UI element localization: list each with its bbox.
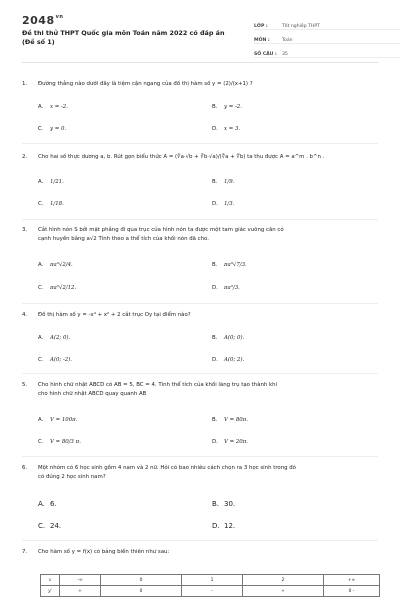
page-header (22, 0, 378, 63)
option-d[interactable]: D. πa³/3. (212, 285, 240, 291)
question-stem: Cho hai số thực dương a, b. Rút gọn biểu thức A = (∛a·√b + ∛b·√a)/(∜a + ∜b) ta thu được A = a^m . b^n . (38, 154, 325, 160)
question-4: 4. Đồ thị hàm số y = -x⁴ + x² + 2 cắt trục Oy tại điểm nào? (22, 311, 378, 320)
question-stem: Đồ thị hàm số y = -x⁴ + x² + 2 cắt trục Oy tại điểm nào? (38, 312, 191, 318)
exam-title: Đề thi thử THPT Quốc gia môn Toán năm 2022 có đáp án (Đề số 1) (22, 29, 225, 46)
divider (22, 540, 378, 541)
meta-row-subject: MÔN : Toán (254, 30, 400, 44)
option-a[interactable]: A. 1/21. (38, 179, 64, 185)
divider (22, 456, 378, 457)
option-b[interactable]: B. A(0; 0). (212, 335, 245, 341)
option-a[interactable]: A. 6. (38, 500, 57, 508)
option-d[interactable]: D. x = 3. (212, 126, 241, 132)
table-row: y' + 0 - + 0 - (41, 586, 380, 597)
option-a[interactable]: A. V = 100π. (38, 417, 78, 423)
option-a[interactable]: A. A(2; 0). (38, 335, 71, 341)
option-b[interactable]: B. 30. (212, 500, 236, 508)
option-c[interactable]: C. V = 80/3 π. (38, 439, 81, 445)
table-row: x -∞ 0 1 2 +∞ (41, 575, 380, 586)
divider (22, 143, 378, 144)
option-a[interactable]: A. πa³√2/4. (38, 262, 73, 268)
question-stem: Cho hàm số y = f(x) có bảng biến thiên như sau: (38, 549, 170, 555)
option-a[interactable]: A. x = -2. (38, 104, 68, 110)
option-d[interactable]: D. V = 20π. (212, 439, 248, 445)
question-stem: Cho hình chữ nhật ABCD có AB = 5, BC = 4. Tính thể tích của khối lăng trụ tạo thành khi cho hình chữ nhật ABCD quay quanh AB (38, 382, 278, 397)
option-c[interactable]: C. A(0; -2). (38, 357, 73, 363)
option-d[interactable]: D. 12. (212, 522, 236, 530)
option-d[interactable]: D. 1/3. (212, 201, 235, 207)
site-logo[interactable]: $2048^{vn}$ (22, 14, 64, 27)
question-2: 2. Cho hai số thực dương a, b. Rút gọn biểu thức A = (∛a·√b + ∛b·√a)/(∜a + ∜b) ta thu được A = a^m . b^n . (22, 153, 378, 162)
divider (22, 303, 378, 304)
option-c[interactable]: C. y = 0. (38, 126, 67, 132)
option-c[interactable]: C. πa³√2/12. (38, 285, 77, 291)
option-c[interactable]: C. 24. (38, 522, 62, 530)
option-b[interactable]: B. πa³√7/3. (212, 262, 247, 268)
exam-meta (254, 16, 400, 58)
question-3: 3. Cắt hình nón S bởi mặt phẳng đi qua trục của hình nón ta được một tam giác vuông cân có cạnh huyền bằng a√2 Tính theo a thể tích của khối nón đã cho. (22, 226, 378, 243)
variation-table (40, 574, 380, 597)
question-1: 1. Đường thẳng nào dưới đây là tiệm cận ngang của đồ thị hàm số y = (2)/(x+1) ? (22, 80, 378, 89)
question-7: 7. Cho hàm số y = f(x) có bảng biến thiên như sau: (22, 548, 378, 557)
question-6: 6. Một nhóm có 6 học sinh gồm 4 nam và 2 nữ. Hỏi có bao nhiêu cách chọn ra 3 học sinh trong đó có đúng 2 học sinh nam? (22, 464, 378, 481)
option-c[interactable]: C. 1/18. (38, 201, 64, 207)
divider (22, 373, 378, 374)
question-stem: Một nhóm có 6 học sinh gồm 4 nam và 2 nữ. Hỏi có bao nhiêu cách chọn ra 3 học sinh trong đó có đúng 2 học sinh nam? (38, 465, 296, 480)
question-stem: Cắt hình nón S bởi mặt phẳng đi qua trục của hình nón ta được một tam giác vuông cân có cạnh huyền bằng a√2 Tính theo a thể tích của khối nón đã cho. (38, 227, 284, 242)
question-5: 5. Cho hình chữ nhật ABCD có AB = 5, BC = 4. Tính thể tích của khối lăng trụ tạo thành khi cho hình chữ nhật ABCD quay quanh AB (22, 381, 378, 398)
option-b[interactable]: B. 1/9. (212, 179, 235, 185)
meta-row-class: LỚP : Tốt nghiệp THPT (254, 16, 400, 30)
meta-row-count: SỐ CÂU : 35 (254, 44, 400, 58)
option-b[interactable]: B. y = -2. (212, 104, 242, 110)
option-d[interactable]: D. A(0; 2). (212, 357, 245, 363)
divider (22, 219, 378, 220)
option-b[interactable]: B. V = 80π. (212, 417, 248, 423)
question-stem: Đường thẳng nào dưới đây là tiệm cận ngang của đồ thị hàm số y = (2)/(x+1) ? (38, 81, 253, 87)
